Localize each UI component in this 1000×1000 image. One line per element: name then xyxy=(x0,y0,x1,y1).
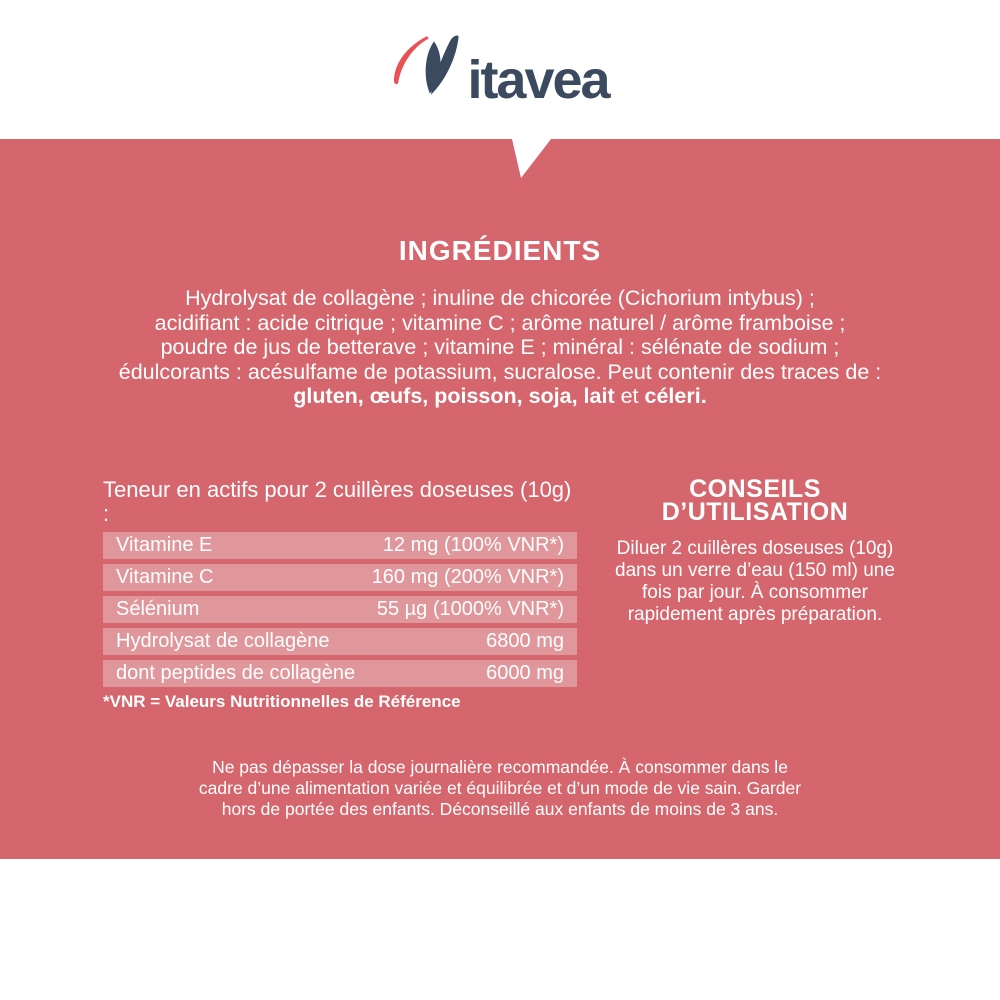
row-label: Vitamine E xyxy=(116,534,213,556)
usage-title-line: CONSEILS xyxy=(689,475,821,503)
vnr-footnote: *VNR = Valeurs Nutritionnelles de Référence xyxy=(103,692,461,711)
ingredients-line: Hydrolysat de collagène ; inuline de chicorée (Cichorium intybus) ; xyxy=(185,286,815,310)
speech-bubble-notch xyxy=(512,139,551,178)
usage-title xyxy=(598,475,912,526)
table-row xyxy=(103,564,577,591)
usage-line: fois par jour. À consommer xyxy=(642,582,868,603)
row-value: 6800 mg xyxy=(486,630,564,652)
usage-line: rapidement après préparation. xyxy=(627,604,883,625)
brand-logo-text: itavea xyxy=(467,50,609,110)
disclaimer xyxy=(0,757,1000,819)
info-panel xyxy=(0,139,1000,859)
usage-title-line: D’UTILISATION xyxy=(661,498,849,526)
actives-table xyxy=(103,532,577,687)
row-label: dont peptides de collagène xyxy=(116,662,356,684)
ingredients-line: acidifiant : acide citrique ; vitamine C ; arôme naturel / arôme framboise ; xyxy=(154,310,846,335)
table-row xyxy=(103,596,577,623)
row-label: Vitamine C xyxy=(116,566,214,588)
allergens-line xyxy=(50,384,950,409)
usage-line: dans un verre d’eau (150 ml) une xyxy=(615,560,895,581)
disclaimer-line: hors de portée des enfants. Déconseillé aux enfants de moins de 3 ans. xyxy=(221,798,779,819)
table-row xyxy=(103,628,577,655)
disclaimer-line: Ne pas dépasser la dose journalière recommandée. À consommer dans le xyxy=(212,757,788,777)
row-value: 6000 mg xyxy=(486,662,564,684)
vitavea-leaf-v-icon xyxy=(391,34,473,98)
actives-table-section xyxy=(103,478,577,712)
usage-instructions xyxy=(598,538,912,626)
row-label: Sélénium xyxy=(116,598,200,620)
row-value: 55 µg (1000% VNR*) xyxy=(376,598,564,620)
brand-logo xyxy=(0,34,1000,110)
usage-advice-section xyxy=(598,475,912,626)
row-value: 12 mg (100% VNR*) xyxy=(382,534,564,556)
usage-line: Diluer 2 cuillères doseuses (10g) xyxy=(616,538,894,559)
allergens-list: gluten, œufs, poisson, soja, lait xyxy=(293,384,615,408)
actives-table-title: Teneur en actifs pour 2 cuillères doseuses (10g) : xyxy=(103,477,572,526)
ingredients-line: poudre de jus de betterave ; vitamine E ; minéral : sélénate de sodium ; xyxy=(160,335,840,359)
row-value: 160 mg (200% VNR*) xyxy=(371,566,564,588)
row-label: Hydrolysat de collagène xyxy=(116,630,330,652)
disclaimer-line: cadre d’une alimentation variée et équilibrée et d’un mode de vie sain. Garder xyxy=(198,777,802,798)
table-row xyxy=(103,532,577,559)
ingredients-paragraph xyxy=(50,286,950,409)
ingredients-line: édulcorants : acésulfame de potassium, sucralose. Peut contenir des traces de : xyxy=(118,359,882,384)
allergens-celery: céleri. xyxy=(644,384,707,408)
allergens-connector: et xyxy=(614,384,645,408)
ingredients-title: INGRÉDIENTS xyxy=(398,235,602,266)
table-row xyxy=(103,660,577,687)
